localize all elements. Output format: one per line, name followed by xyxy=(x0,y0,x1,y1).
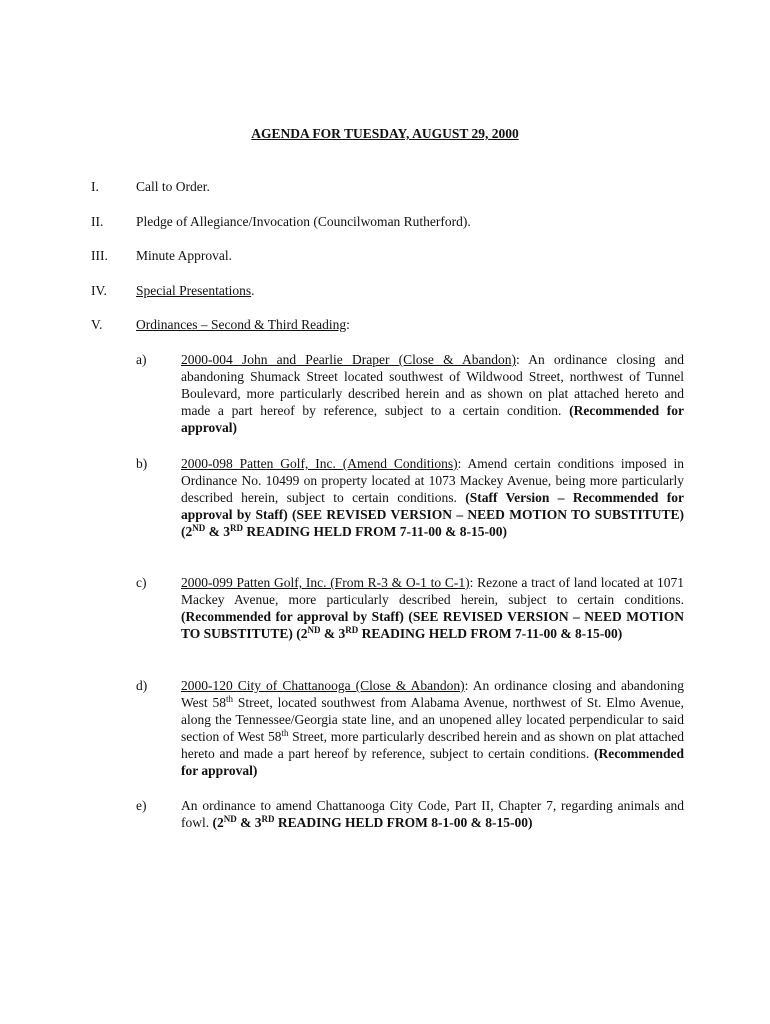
recommendation: (Recommended for approval) xyxy=(181,403,685,435)
ordinance-heading: 2000-120 City of Chattanooga (Close & Abandon) xyxy=(181,678,465,693)
item-text: Ordinances – Second & Third Reading xyxy=(136,317,347,332)
recommendation-note xyxy=(181,609,684,641)
note-part: & 3 xyxy=(205,524,230,539)
item-text: Pledge of Allegiance/Invocation (Councilwoman Rutherford). xyxy=(136,214,471,229)
ordinance-text: : An ordinance closing and abandoning Shumack Street located southwest of Wildwood Street, northwest of Tunnel Boulevard, more particularly described herein and as shown on plat attached hereto and made a part hereof by reference, subject to a certain condition. xyxy=(181,352,685,418)
note-part: & 3 xyxy=(236,815,262,830)
subitem-letter: a) xyxy=(136,352,147,367)
note-part: READING HELD FROM 8-1-00 & 8-15-00) xyxy=(274,815,533,830)
ordinance-heading: 2000-098 Patten Golf, Inc. (Amend Conditions) xyxy=(181,456,458,471)
ordinance-text: Street, more particularly described herein and as shown on plat attached hereto and made a part hereof by reference, subject to certain conditions. xyxy=(181,729,685,761)
ordinance-text: : An ordinance closing and abandoning West 58 xyxy=(181,678,685,710)
item-text: Special Presentations xyxy=(136,283,252,298)
item-number: II. xyxy=(91,214,104,229)
item-number: V. xyxy=(91,317,103,332)
ordinance-text: : Rezone a tract of land located at 1071 Mackey Avenue, more particularly described herein, subject to certain conditions. xyxy=(181,575,684,607)
superscript: th xyxy=(226,694,234,704)
item-text-wrap xyxy=(136,282,254,299)
page-title: AGENDA FOR TUESDAY, AUGUST 29, 2000 xyxy=(251,126,519,141)
subitem-body xyxy=(181,677,684,779)
superscript: ND xyxy=(192,523,206,533)
superscript: th xyxy=(281,728,289,738)
subitem-letter: c) xyxy=(136,575,147,590)
superscript: ND xyxy=(223,814,237,824)
subitem-letter: e) xyxy=(136,798,147,813)
superscript: ND xyxy=(307,625,321,635)
note-part: (Recommended for approval by Staff) (SEE REVISED VERSION – NEED MOTION TO SUBSTITUTE) (2 xyxy=(181,609,684,641)
item-number: IV. xyxy=(91,283,107,298)
superscript: RD xyxy=(345,625,359,635)
item-text: Call to Order. xyxy=(136,179,210,194)
item-suffix: : xyxy=(346,317,350,332)
item-text: Minute Approval. xyxy=(136,248,232,263)
ordinance-text: : Amend certain conditions imposed in Ordinance No. 10499 on property located at 1073 Mackey Avenue, being more particularly described herein, subject to certain conditions. xyxy=(181,456,684,505)
subitem-letter: b) xyxy=(136,456,148,471)
note-part: & 3 xyxy=(320,626,346,641)
note-part: (Staff Version – Recommended for approval by Staff) (SEE REVISED VERSION – NEED MOTION TO SUBSTITUTE) (2 xyxy=(181,490,684,539)
note-part: READING HELD FROM 7-11-00 & 8-15-00) xyxy=(358,626,623,641)
note-part: (2 xyxy=(212,815,224,830)
subitem-body xyxy=(181,574,684,642)
note-part: READING HELD FROM 7-11-00 & 8-15-00) xyxy=(243,524,507,539)
recommendation: (Recommended for approval) xyxy=(181,746,684,778)
ordinance-text: Street, located southwest from Alabama Avenue, northwest of St. Elmo Avenue, along the Tennessee/Georgia state line, and an unopened alley located perpendicular to said section of West 58 xyxy=(181,695,684,744)
superscript: RD xyxy=(230,523,243,533)
subitem-body xyxy=(181,351,684,436)
item-number: I. xyxy=(91,179,99,194)
subitem-body xyxy=(181,797,684,831)
item-suffix: . xyxy=(251,283,255,298)
ordinance-text: An ordinance to amend Chattanooga City Code, Part II, Chapter 7, regarding animals and fowl. xyxy=(181,798,684,830)
ordinance-heading: 2000-099 Patten Golf, Inc. (From R-3 & O-1 to C-1) xyxy=(181,575,470,590)
recommendation-note xyxy=(213,815,533,830)
item-number: III. xyxy=(91,248,108,263)
item-text-wrap xyxy=(136,316,350,333)
subitem-body xyxy=(181,455,684,540)
subitem-letter: d) xyxy=(136,678,148,693)
ordinance-heading: 2000-004 John and Pearlie Draper (Close & Abandon) xyxy=(181,352,517,367)
superscript: RD xyxy=(261,814,275,824)
